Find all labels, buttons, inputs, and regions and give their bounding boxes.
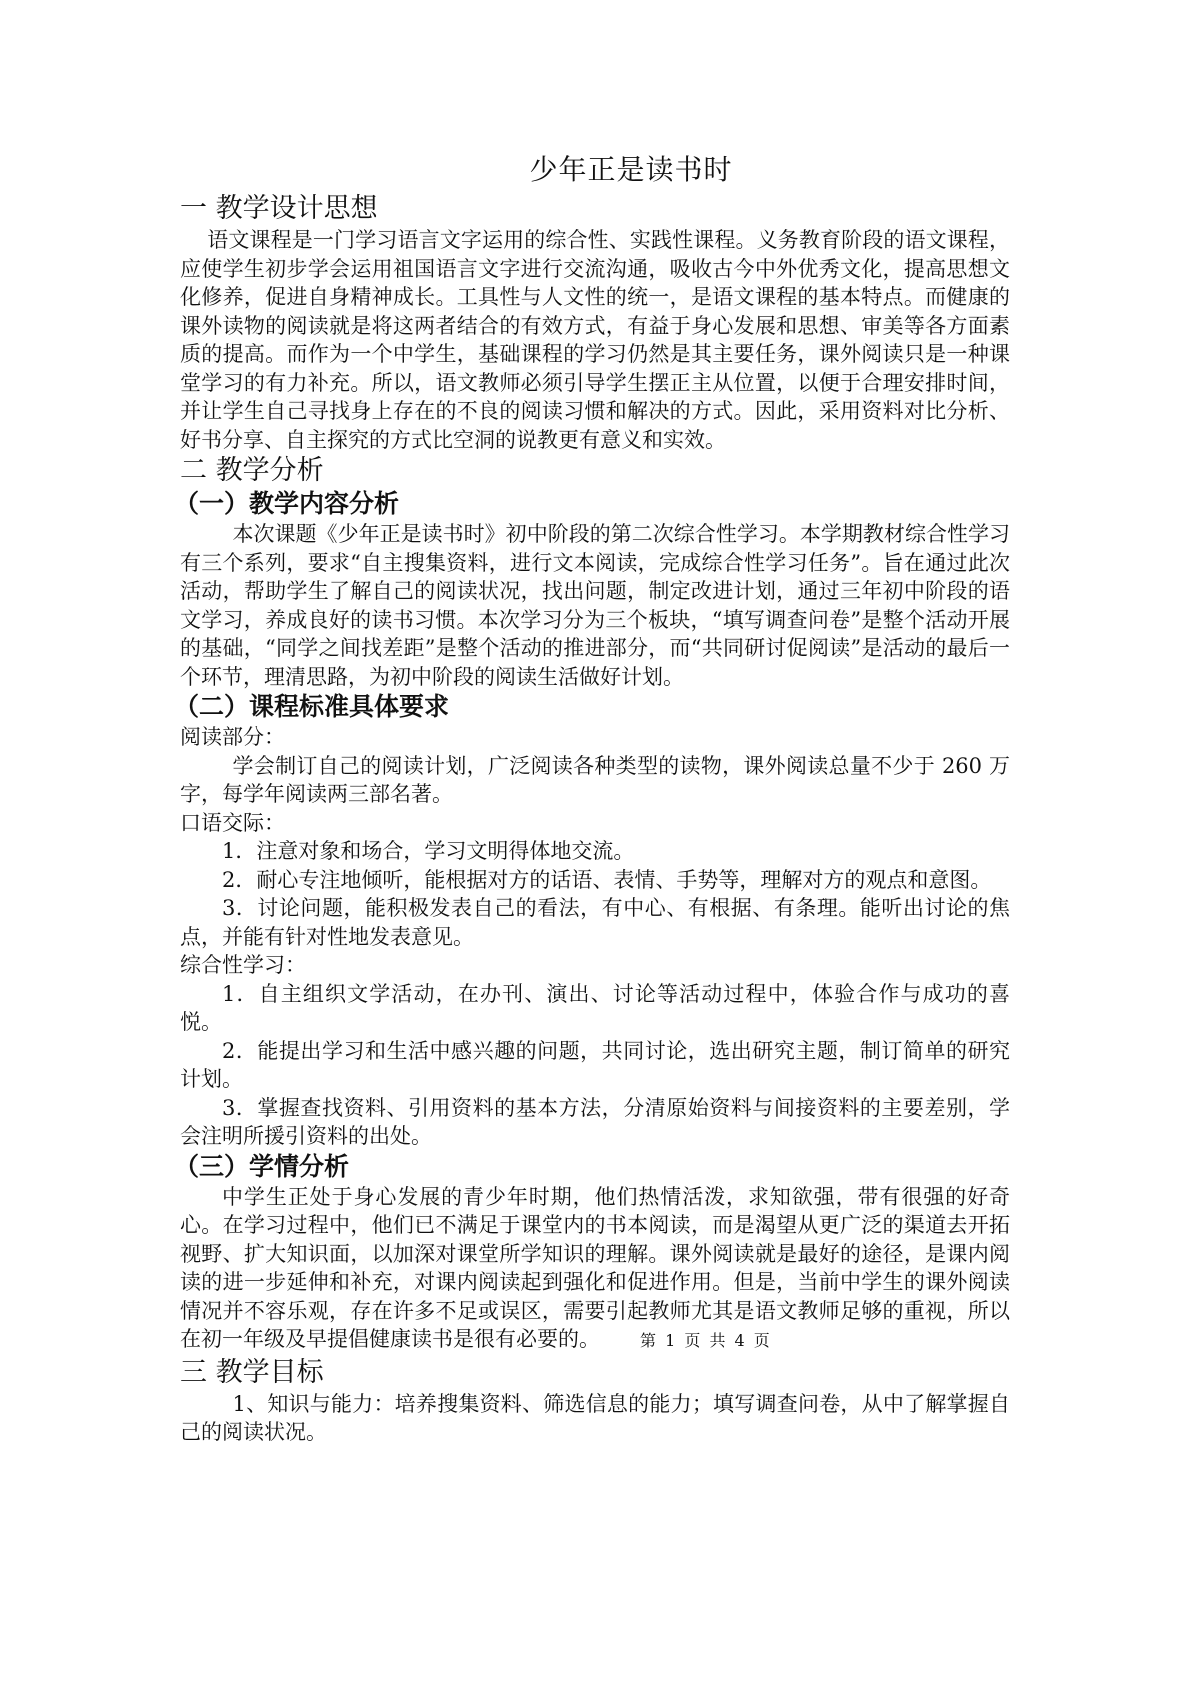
comprehensive-item-3: 3．掌握查找资料、引用资料的基本方法，分清原始资料与间接资料的主要差别，学会注明所援引资料的出处。 [180, 1095, 1010, 1148]
section-heading-objectives: 三 教学目标 [180, 1356, 324, 1388]
page-footer: 第 1 页 共 4 页 [640, 1331, 772, 1350]
section-heading-design: 一 教学设计思想 [180, 193, 378, 224]
oral-item-1: 1．注意对象和场合，学习文明得体地交流。 [222, 839, 635, 863]
learner-analysis-body [180, 1183, 1010, 1356]
comprehensive-item-2: 2．能提出学习和生活中感兴趣的问题，共同讨论，选出研究主题，制订简单的研究计划。 [180, 1038, 1010, 1091]
objectives-body: 1、知识与能力：培养搜集资料、筛选信息的能力；填写调查问卷，从中了解掌握自己的阅读状况。 [180, 1391, 1010, 1444]
comprehensive-item-1: 1．自主组织文学活动，在办刊、演出、讨论等活动过程中，体验合作与成功的喜悦。 [180, 981, 1010, 1034]
subheading-curriculum-standards: （二）课程标准具体要求 [174, 692, 450, 721]
reading-body: 学会制订自己的阅读计划，广泛阅读各种类型的读物，课外阅读总量不少于 260 万字，每学年阅读两三部名著。 [180, 753, 1010, 806]
document-page [174, 148, 1010, 1447]
reading-label: 阅读部分： [180, 725, 285, 749]
oral-item-2: 2．耐心专注地倾听，能根据对方的话语、表情、手势等，理解对方的观点和意图。 [222, 867, 992, 892]
section-heading-analysis: 二 教学分析 [180, 455, 324, 486]
oral-label: 口语交际： [180, 810, 285, 835]
document-title: 少年正是读书时 [529, 153, 733, 186]
subheading-learner-analysis: （三）学情分析 [174, 1151, 350, 1181]
section-body-design: 语文课程是一门学习语言文字运用的综合性、实践性课程。义务教育阶段的语文课程，应使学生初步学会运用祖国语言文字进行交流沟通，吸收古今中外优秀文化，提高思想文化修养，促进自身精神成长。工具性与人文性的统一，是语文课程的基本特点。而健康的课外读物的阅读就是将这两者结合的有效方式，有益于身心发展和思想、审美等各方面素质的提高。而作为一个中学生，基础课程的学习仍然是其主要任务，课外阅读只是一种课堂学习的有力补充。所以，语文教师必须引导学生摆正主从位置，以便于合理安排时间，并让学生自己寻找身上存在的不良的阅读习惯和解决的方式。因此，采用资料对比分析、好书分享、自主探究的方式比空洞的说教更有意义和实效。 [180, 228, 1010, 452]
learner-analysis-text: 中学生正处于身心发展的青少年时期，他们热情活泼，求知欲强，带有很强的好奇心。在学习过程中，他们已不满足于课堂内的书本阅读，而是渴望从更广泛的渠道去开拓视野、扩大知识面，以加深对课堂所学知识的理解。课外阅读就是最好的途径，是课内阅读的进一步延伸和补充，对课内阅读起到强化和促进作用。但是，当前中学生的课外阅读情况并不容乐观，存在许多不足或误区，需要引起教师尤其是语文教师足够的重视，所以在初一年级及早提倡健康读书是很有必要的。 [180, 1184, 1010, 1351]
comprehensive-label: 综合性学习： [180, 953, 306, 977]
subheading-content-analysis: （一）教学内容分析 [174, 489, 400, 518]
oral-item-3: 3．讨论问题，能积极发表自己的看法，有中心、有根据、有条理。能听出讨论的焦点，并能有针对性地发表意见。 [180, 896, 1010, 949]
content-analysis-body: 本次课题《少年正是读书时》初中阶段的第二次综合性学习。本学期教材综合性学习有三个系列，要求“自主搜集资料，进行文本阅读，完成综合性学习任务”。旨在通过此次活动，帮助学生了解自己的阅读状况，找出问题，制定改进计划，通过三年初中阶段的语文学习，养成良好的读书习惯。本次学习分为三个板块，“填写调查问卷”是整个活动开展的基础，“同学之间找差距”是整个活动的推进部分，而“共同研讨促阅读”是活动的最后一个环节，理清思路，为初中阶段的阅读生活做好计划。 [180, 522, 1010, 689]
